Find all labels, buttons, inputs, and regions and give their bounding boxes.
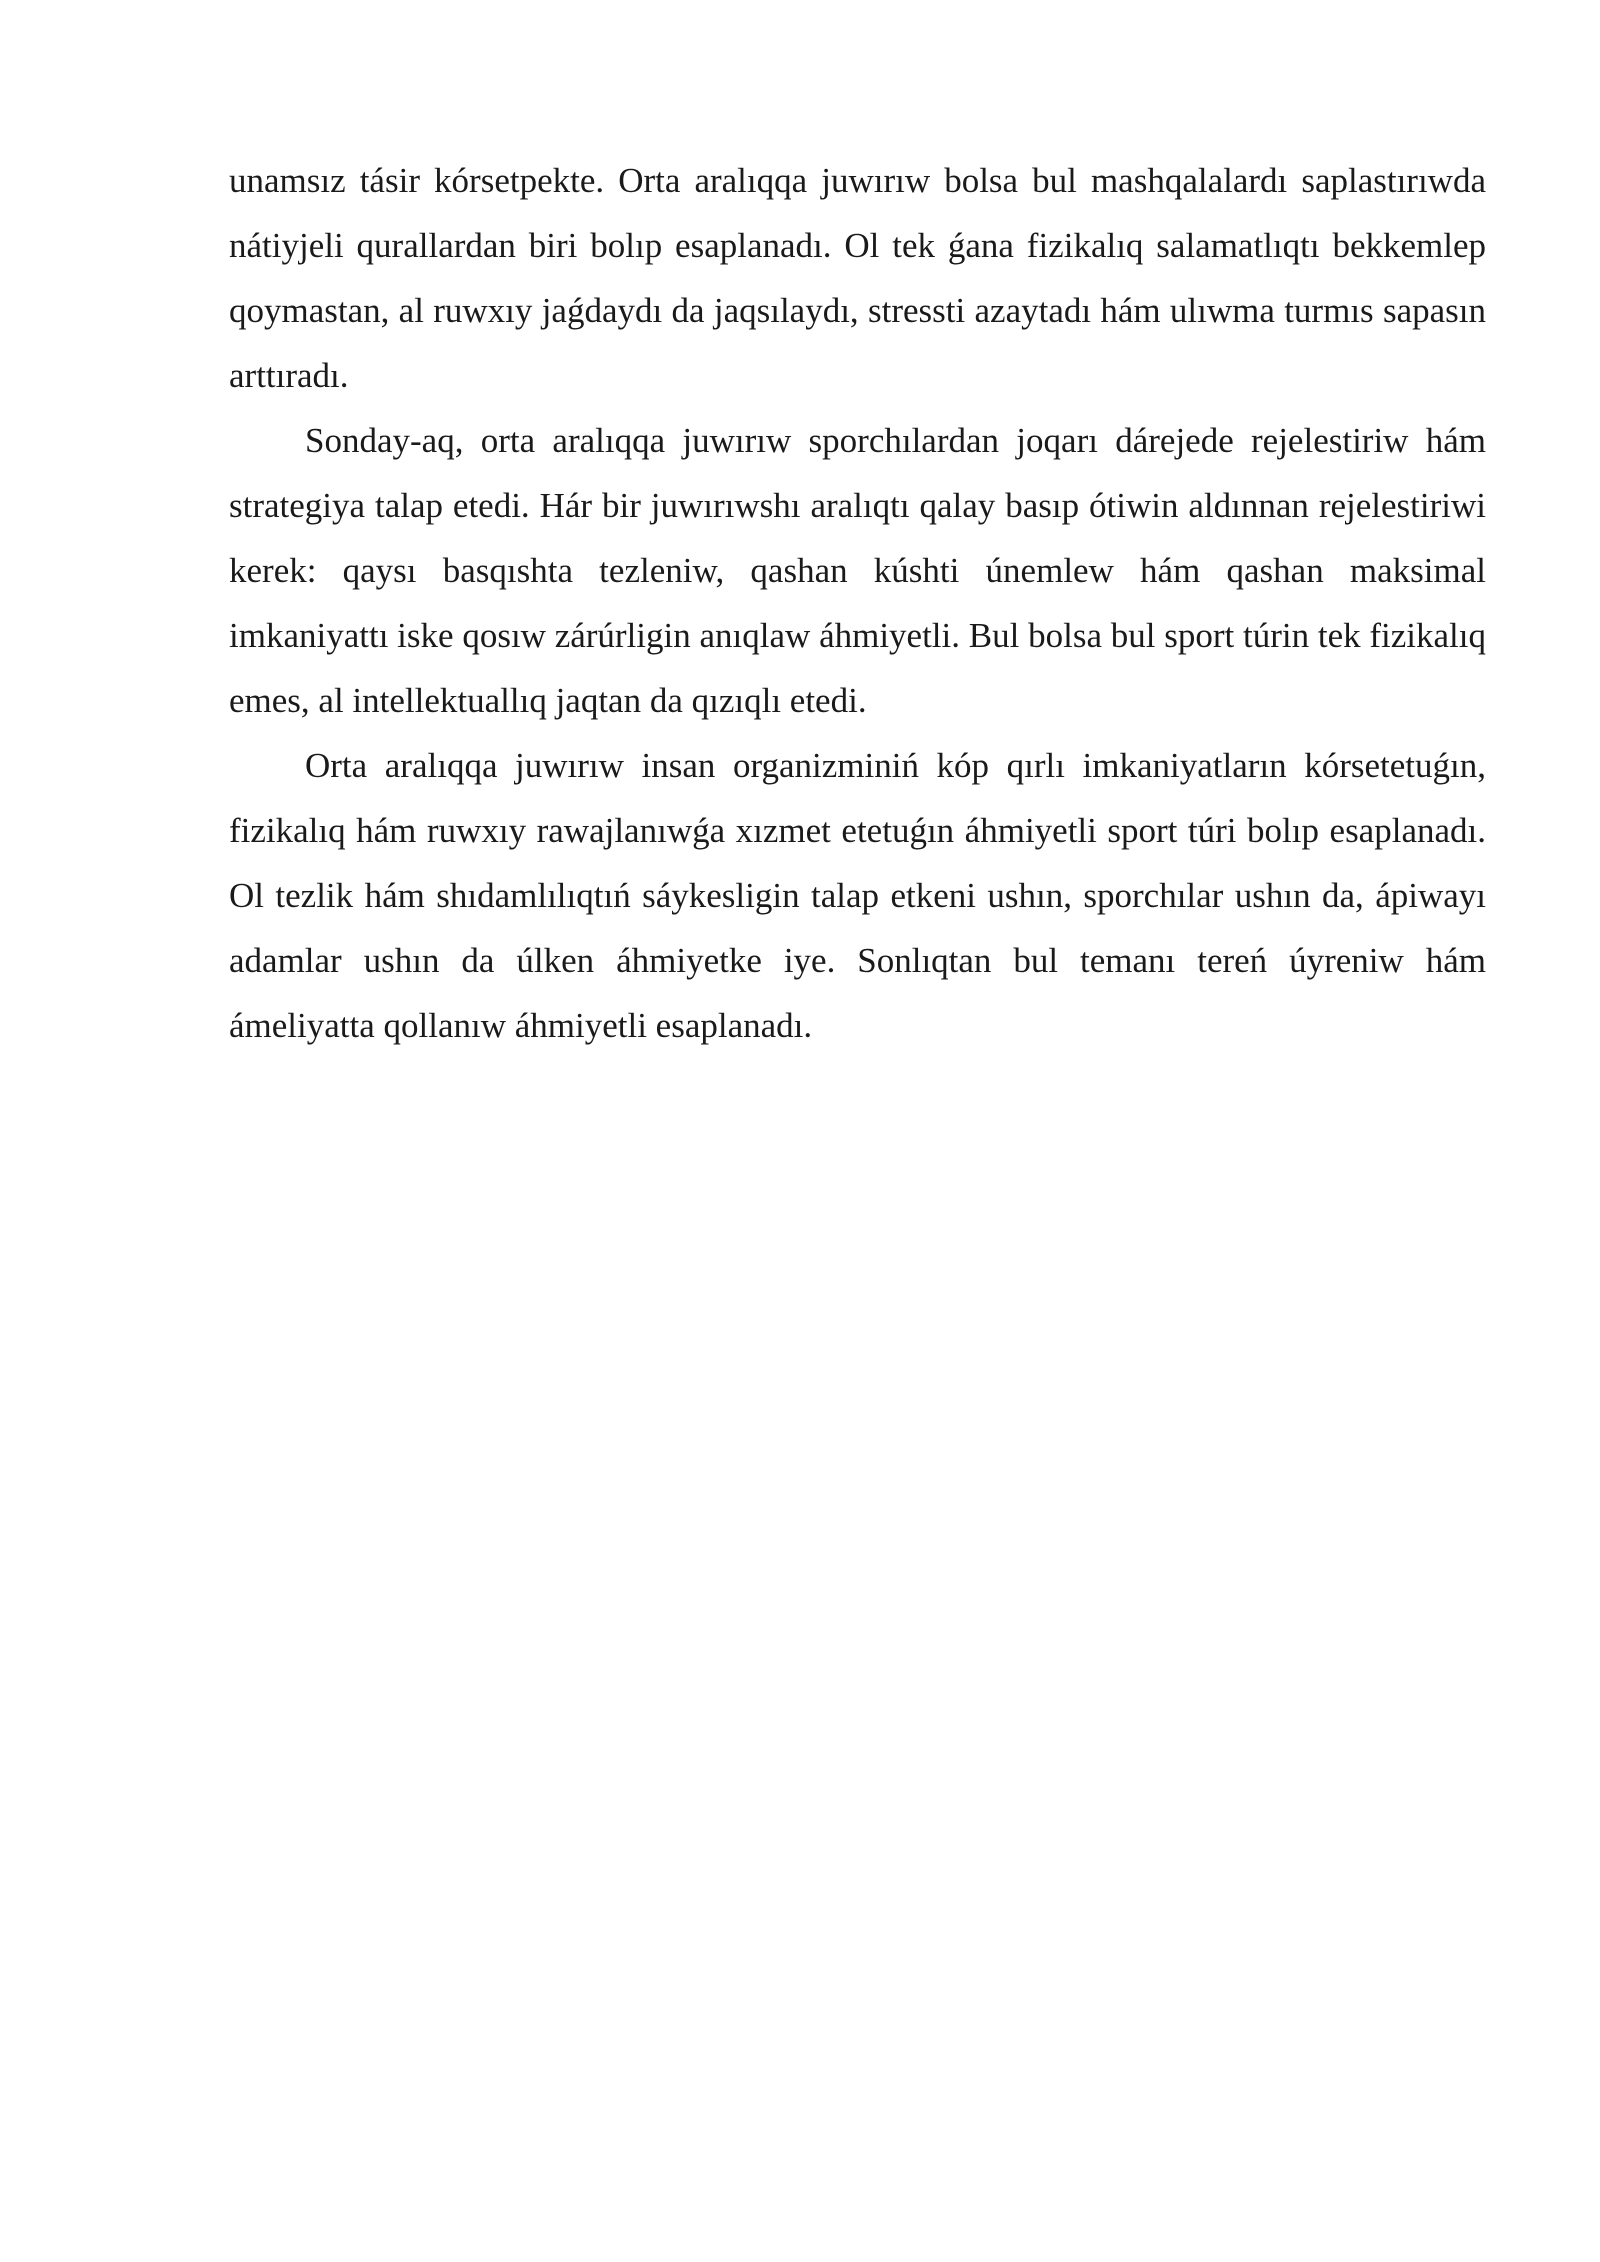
body-text (229, 148, 1486, 1058)
paragraph-2: Sonday-aq, orta aralıqqa juwırıw sporchılardan joqarı dárejede rejelestiriw hám strategiya talap etedi. Hár bir juwırıwshı aralıqtı qalay basıp ótiwin aldınnan rejelestiriwi kerek: qaysı basqıshta tezleniw, qashan kúshti únemlew hám qashan maksimal imkaniyattı iske qosıw zárúrligin anıqlaw áhmiyetli. Bul bolsa bul sport túrin tek fizikalıq emes, al intellektuallıq jaqtan da qızıqlı etedi. (229, 421, 1486, 720)
paragraph-1: unamsız tásir kórsetpekte. Orta aralıqqa juwırıw bolsa bul mashqalalardı saplastırıwda nátiyjeli qurallardan biri bolıp esaplanadı. Ol tek ǵana fizikalıq salamatlıqtı bekkemlep qoymastan, al ruwxıy jaǵdaydı da jaqsılaydı, stressti azaytadı hám ulıwma turmıs sapasın arttıradı. (229, 161, 1486, 395)
paragraph-3: Orta aralıqqa juwırıw insan organizminiń kóp qırlı imkaniyatların kórsetetuǵın, fizikalıq hám ruwxıy rawajlanıwǵa xızmet etetuǵın áhmiyetli sport túri bolıp esaplanadı. Ol tezlik hám shıdamlılıqtıń sáykesligin talap etkeni ushın, sporchılar ushın da, ápiwayı adamlar ushın da úlken áhmiyetke iye. Sonlıqtan bul temanı tereń úyreniw hám ámeliyatta qollanıw áhmiyetli esaplanadı. (229, 746, 1486, 1045)
